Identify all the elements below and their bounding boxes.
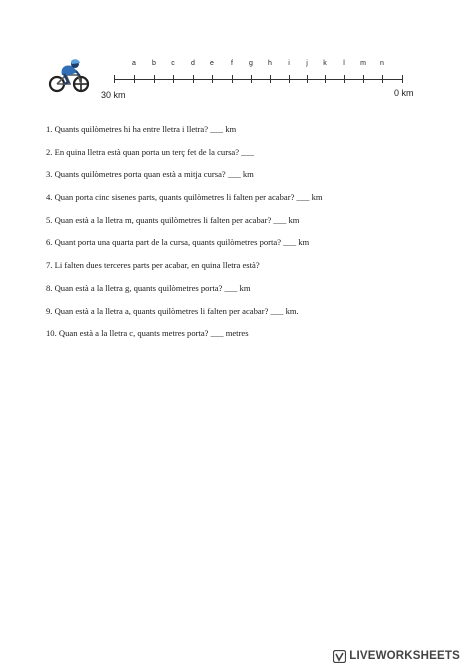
scale-tick <box>232 75 233 83</box>
scale-tick <box>402 75 403 83</box>
cyclist-icon <box>48 58 90 94</box>
question-item: 9. Quan està a la lletra a, quants quilòmetres li falten per acabar? ___ km. <box>46 305 299 316</box>
question-item: 2. En quina lletra està quan porta un terç fet de la cursa? ___ <box>46 146 255 157</box>
question-item: 5. Quan està a la lletra m, quants quilòmetres li falten per acabar? ___ km <box>46 214 300 225</box>
scale-tick <box>154 75 155 83</box>
scale-letter: m <box>360 60 366 67</box>
liveworksheets-logo-icon <box>333 650 346 663</box>
scale-end-label: 0 km <box>394 88 414 98</box>
scale-tick <box>289 75 290 83</box>
question-item: 8. Quan està a la lletra g, quants quilòmetres porta? ___ km <box>46 282 251 293</box>
distance-scale <box>110 60 410 104</box>
scale-tick <box>382 75 383 83</box>
scale-letter: k <box>323 60 327 67</box>
question-item: 1. Quants quilòmetres hi ha entre lletra i lletra? ___ km <box>46 124 237 134</box>
scale-letter: d <box>191 60 195 67</box>
scale-tick <box>173 75 174 83</box>
question-list <box>46 124 323 351</box>
scale-letter: b <box>152 60 156 67</box>
scale-line <box>114 79 403 80</box>
scale-tick <box>193 75 194 83</box>
scale-letter: a <box>132 60 136 67</box>
scale-tick <box>212 75 213 83</box>
scale-tick <box>270 75 271 83</box>
liveworksheets-logo <box>333 649 460 663</box>
question-item: 7. Li falten dues terceres parts per acabar, en quina lletra està? <box>46 260 260 271</box>
scale-tick <box>114 75 115 83</box>
question-item: 3. Quants quilòmetres porta quan està a mitja cursa? ___ km <box>46 169 254 180</box>
scale-tick <box>134 75 135 83</box>
scale-letter: h <box>268 60 272 67</box>
scale-start-label: 30 km <box>101 90 126 100</box>
question-item: 4. Quan porta cinc sisenes parts, quants quilòmetres li falten per acabar? ___ km <box>46 192 323 203</box>
scale-tick <box>363 75 364 83</box>
scale-tick <box>344 75 345 83</box>
scale-letter: c <box>171 60 175 67</box>
question-item: 10. Quan està a la lletra c, quants metres porta? ___ metres <box>46 328 249 339</box>
question-item: 6. Quant porta una quarta part de la cursa, quants quilòmetres porta? ___ km <box>46 237 310 248</box>
scale-letter: e <box>210 60 214 67</box>
scale-letter: i <box>288 60 290 67</box>
scale-letter: l <box>343 60 345 67</box>
scale-tick <box>251 75 252 83</box>
scale-letter: n <box>380 60 384 67</box>
scale-tick <box>325 75 326 83</box>
logo-text: LIVEWORKSHEETS <box>349 650 460 662</box>
scale-letter: f <box>231 60 233 67</box>
scale-tick <box>307 75 308 83</box>
scale-letter: j <box>306 60 308 67</box>
scale-letter: g <box>249 60 253 67</box>
